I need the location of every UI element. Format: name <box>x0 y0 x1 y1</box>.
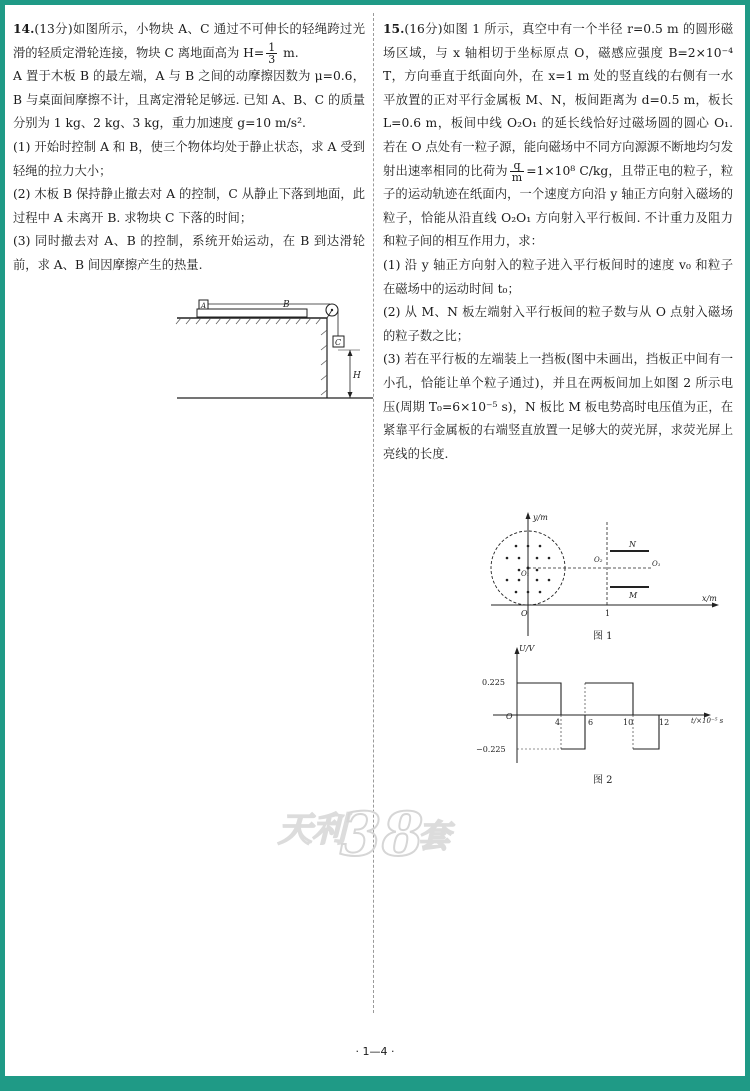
q14-number: 14. <box>13 21 35 36</box>
q14-intro <box>13 17 365 65</box>
label-c: C <box>335 338 342 347</box>
fig1-o1-left-label: O₁ <box>521 570 530 578</box>
fig1-tick-1: 1 <box>605 609 611 618</box>
q15-intro-a: (16分)如图 1 所示，真空中有一个半径 r=0.5 m 的圆形磁场区域，与 x 轴相切于坐标原点 O，磁感应强度 B=2×10⁻⁴ T，方向垂直于纸面向外，在 x=1 m 处的竖直线的右侧有一水平放置的正对平行金属板 M、N，板间距离为 d=0.5 m，板长 L=0.6 m，板间中线 O₂O₁ 的延长线恰好过磁场圆的圆心 O₁. 若在 O 点处有一粒子源，能向磁场中不同方向源源不断地均匀发射出速率相同的比荷为 <box>383 22 733 178</box>
fig1-o1-right-label: O₁ <box>652 560 661 568</box>
fig2-tick-12: 12 <box>659 718 670 727</box>
question-15 <box>383 17 733 466</box>
watermark-text-a: 天利 <box>278 810 346 850</box>
fig1-origin-label: O <box>521 609 528 618</box>
fig2-y-axis-label: U/V <box>519 644 535 653</box>
q15-frac-den: m <box>511 170 523 184</box>
fig2-tick-10: 10 <box>623 718 634 727</box>
q15-figure-1 <box>483 510 723 642</box>
exam-page <box>5 5 745 1076</box>
fig2-tick-6: 6 <box>588 718 594 727</box>
q15-intro <box>383 17 733 254</box>
label-b: B <box>283 300 290 310</box>
q15-frac-num: q <box>510 160 524 172</box>
fig1-caption: 图 1 <box>593 631 613 642</box>
board-b <box>197 309 307 317</box>
question-14 <box>13 17 365 278</box>
label-h: H <box>353 371 361 381</box>
q14-frac-num: 1 <box>268 40 276 54</box>
q14-sub3: (3) 同时撤去对 A、B 的控制，系统开始运动，在 B 到达滑轮前，求 A、B 间因摩擦产生的热量. <box>13 234 365 272</box>
fig1-x-axis-label: x/m <box>702 594 717 603</box>
q15-sub2: (2) 从 M、N 板左端射入平行板间的粒子数与从 O 点射入磁场的粒子数之比； <box>383 305 733 343</box>
q14-sub2: (2) 木板 B 保持静止撤去对 A 的控制，C 从静止下落到地面，此过程中 A 未离开 B. 求物块 C 下落的时间； <box>13 187 365 225</box>
q15-intro-b: =1×10⁸ C/kg，且带正电的粒子，粒子的运动轨迹在纸面内，一个速度方向沿 y 轴正方向射入磁场的粒子，恰能从沿直线 O₂O₁ 方向射入平行板间. 不计重力及阻力和粒子间的相互作用力，求： <box>383 163 733 249</box>
page-number: · 1—4 · <box>355 1045 395 1058</box>
fig1-n-label: N <box>629 540 636 549</box>
fig1-y-axis-label: y/m <box>533 513 548 522</box>
q15-figure-2 <box>473 641 737 771</box>
fig2-caption: 图 2 <box>593 775 613 786</box>
fig2-tick-4: 4 <box>555 718 561 727</box>
q14-intro-a: (13分)如图所示，小物块 A、C 通过不可伸长的轻绳跨过光滑的轻质定滑轮连接，物块 C 离地面高为 H= <box>13 22 365 60</box>
fig2-pos-value: 0.225 <box>482 678 505 687</box>
q14-frac-den: 3 <box>268 52 276 66</box>
voltage-waveform <box>517 683 659 749</box>
fig2-x-axis-label: t/×10⁻⁵ s <box>691 717 724 725</box>
q15-sub3: (3) 若在平行板的左端装上一挡板(图中未画出，挡板正中间有一小孔，恰能让单个粒子通过)，并且在两板间加上如图 2 所示电压(周期 T₀=6×10⁻⁵ s)，N 板比 M 板电势高时电压值为正，在紧靠平行金属板的右端竖直放置一足够大的荧光屏，求荧光屏上亮线的长度. <box>383 352 733 461</box>
watermark-text-c: 套 <box>418 817 451 855</box>
q14-sub1: (1) 开始时控制 A 和 B，使三个物体均处于静止状态，求 A 受到轻绳的拉力大小； <box>13 139 365 178</box>
q15-number: 15. <box>383 21 405 36</box>
fig2-neg-value: −0.225 <box>476 745 506 754</box>
q15-sub1: (1) 沿 y 轴正方向射入的粒子进入平行板间时的速度 v₀ 和粒子在磁场中的运动时间 t₀； <box>383 257 733 296</box>
fig2-origin-label: O <box>506 712 513 721</box>
q14-intro-b: m. <box>279 45 299 60</box>
fig1-m-label: M <box>629 591 638 600</box>
fig1-o2-label: O₂ <box>594 556 603 564</box>
q14-figure <box>175 290 375 402</box>
q14-intro-c: A 置于木板 B 的最左端，A 与 B 之间的动摩擦因数为 μ=0.6，B 与桌面间摩擦不计，且离定滑轮足够远. 已知 A、B、C 的质量分别为 1 kg、2 kg、3 kg，重力加速度 g=10 m/s². <box>13 69 365 131</box>
q14-fraction <box>266 42 277 65</box>
watermark-text-b: 38 <box>340 800 424 870</box>
q15-fraction <box>510 160 524 183</box>
watermark-logo <box>268 785 488 875</box>
label-a: A <box>201 302 207 310</box>
